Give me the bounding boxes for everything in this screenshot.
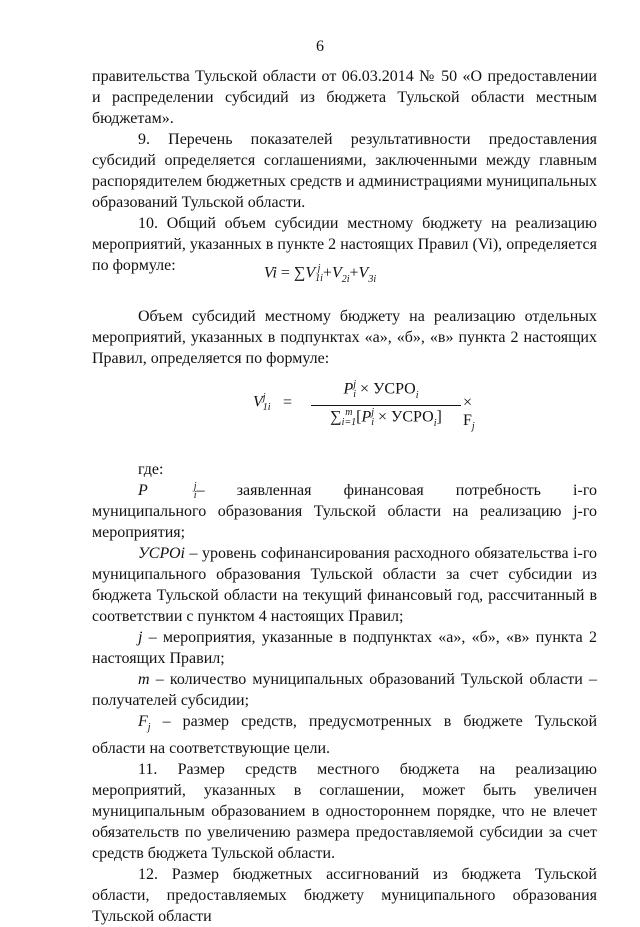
def-f-sym: F	[138, 713, 148, 730]
def-f-sub: j	[147, 722, 151, 734]
def-usro	[92, 543, 597, 627]
def-p-sub: i	[193, 490, 197, 502]
formula2-lhs	[253, 393, 271, 413]
formula2-num-p: P	[343, 380, 354, 398]
paragraph-12: 12. Размер бюджетных ассигнований из бюджета Тульской области, предоставляемых бюджету муниципального образования Тульской области	[92, 866, 597, 926]
formula1-v3-sub: 3i	[368, 273, 377, 285]
formula2-numerator	[311, 380, 451, 401]
formula1-v1-sub: 1i	[315, 273, 323, 284]
formula1-lhs: Vi	[263, 264, 277, 282]
def-m	[92, 669, 597, 711]
formula2-fraction-bar	[311, 405, 461, 406]
formula1-v2-sub: 2i	[341, 273, 350, 285]
formula2-lhs-sym: V	[253, 393, 263, 411]
formula2-den-p-sub: i	[371, 417, 375, 428]
def-m-text: – количество муниципальных образований Тульской области – получателей субсидии;	[92, 671, 597, 709]
formula2-num-usro: × УСРО	[356, 380, 416, 398]
formula1-v2: V	[331, 264, 342, 282]
formula1-v1: V	[305, 264, 316, 282]
def-usro-sym: УСРОi	[138, 545, 185, 562]
formula1-v3: V	[358, 264, 369, 282]
def-j-sym: j	[138, 629, 143, 646]
body-definitions	[92, 459, 597, 927]
def-p-sup: j	[193, 481, 197, 493]
formula2-den-close: ]	[436, 408, 442, 426]
formula1-plus2: +	[349, 264, 359, 282]
formula2-den-sum-sup: m	[345, 407, 353, 418]
formula2-den-open: [	[356, 408, 362, 426]
formula2-den-usro: × УСРО	[374, 408, 434, 426]
formula1-plus1: +	[322, 264, 332, 282]
formula2-num-sub: i	[415, 389, 419, 401]
formula2-den-sum-sub: i=1	[341, 417, 357, 428]
page-number: 6	[316, 38, 324, 55]
formula2-den-p-sup: j	[371, 407, 375, 418]
formula2-eq: =	[283, 394, 293, 411]
formula2-num-p-sup: j	[353, 379, 357, 390]
formula2-lhs-sub: 1i	[262, 402, 271, 413]
paragraph-10: 10. Общий объем субсидии местному бюджету на реализацию мероприятий, указанных в пункте 2 настоящих Правил (Vi), определяется по формуле:	[92, 215, 597, 274]
paragraph-separate-measures: Объем субсидий местному бюджету на реализацию отдельных мероприятий, указанных в подпунктах «а», «б», «в» пункта 2 настоящих Правил, определяется по формуле:	[92, 308, 597, 367]
def-f-text: – размер средств, предусмотренных в бюджете Тульской области на соответствующие цели.	[92, 713, 597, 758]
formula1-sum: ∑	[293, 264, 306, 282]
formula2-den-sum: ∑	[330, 408, 342, 426]
paragraph-11: 11. Размер средств местного бюджета на реализацию мероприятий, указанных в соглашении, может быть увеличен муниципальным образованием в одностороннем порядке, что не влечет обязательств по увеличению размера предоставляемой субсидии за счет средств бюджета Тульской области.	[92, 761, 597, 863]
formula2-rhs-sym: × F	[463, 394, 473, 429]
def-m-sym: m	[138, 671, 150, 688]
formula2-rhs	[463, 394, 475, 432]
formula1-v1-sup: j	[317, 263, 321, 274]
def-p	[92, 480, 597, 543]
def-p-sym: P	[138, 482, 148, 499]
where-label: где:	[138, 461, 164, 478]
def-j-text: – мероприятия, указанные в подпунктах «а», «б», «в» пункта 2 настоящих Правил;	[92, 629, 597, 667]
formula2-lhs-sup: j	[262, 392, 266, 403]
formula1-eq: =	[276, 264, 294, 282]
body-mid	[92, 306, 597, 369]
formula2-rhs-sub: j	[471, 421, 475, 433]
formula2-den-p: P	[361, 408, 372, 426]
formula2-den-sub: i	[433, 417, 437, 429]
body-top	[92, 66, 597, 276]
formula2-denominator	[311, 408, 461, 429]
def-p-text: – заявленная финансовая потребность i-го муниципального образования Тульской области на реализацию j-го мероприятия;	[92, 482, 597, 541]
def-usro-text: – уровень софинансирования расходного обязательства i-го муниципального образования Тульской области за счет субсидии из бюджета Тульской области на текущий финансовый год, рассчитанный в соответствии с пунктом 4 настоящих Правил;	[92, 545, 597, 625]
def-j	[92, 627, 597, 669]
paragraph-continuation: правительства Тульской области от 06.03.2014 № 50 «О предоставлении и распределении субсидий из бюджета Тульской области местным бюджетам».	[92, 68, 597, 127]
paragraph-9: 9. Перечень показателей результативности предоставления субсидий определяется соглашениями, заключенными между главным распорядителем бюджетных средств и администрациями муниципальных образований Тульской области.	[92, 131, 597, 211]
formula-total-subsidy	[0, 264, 640, 285]
def-f	[92, 711, 597, 759]
formula2-num-p-sub: i	[353, 389, 357, 400]
